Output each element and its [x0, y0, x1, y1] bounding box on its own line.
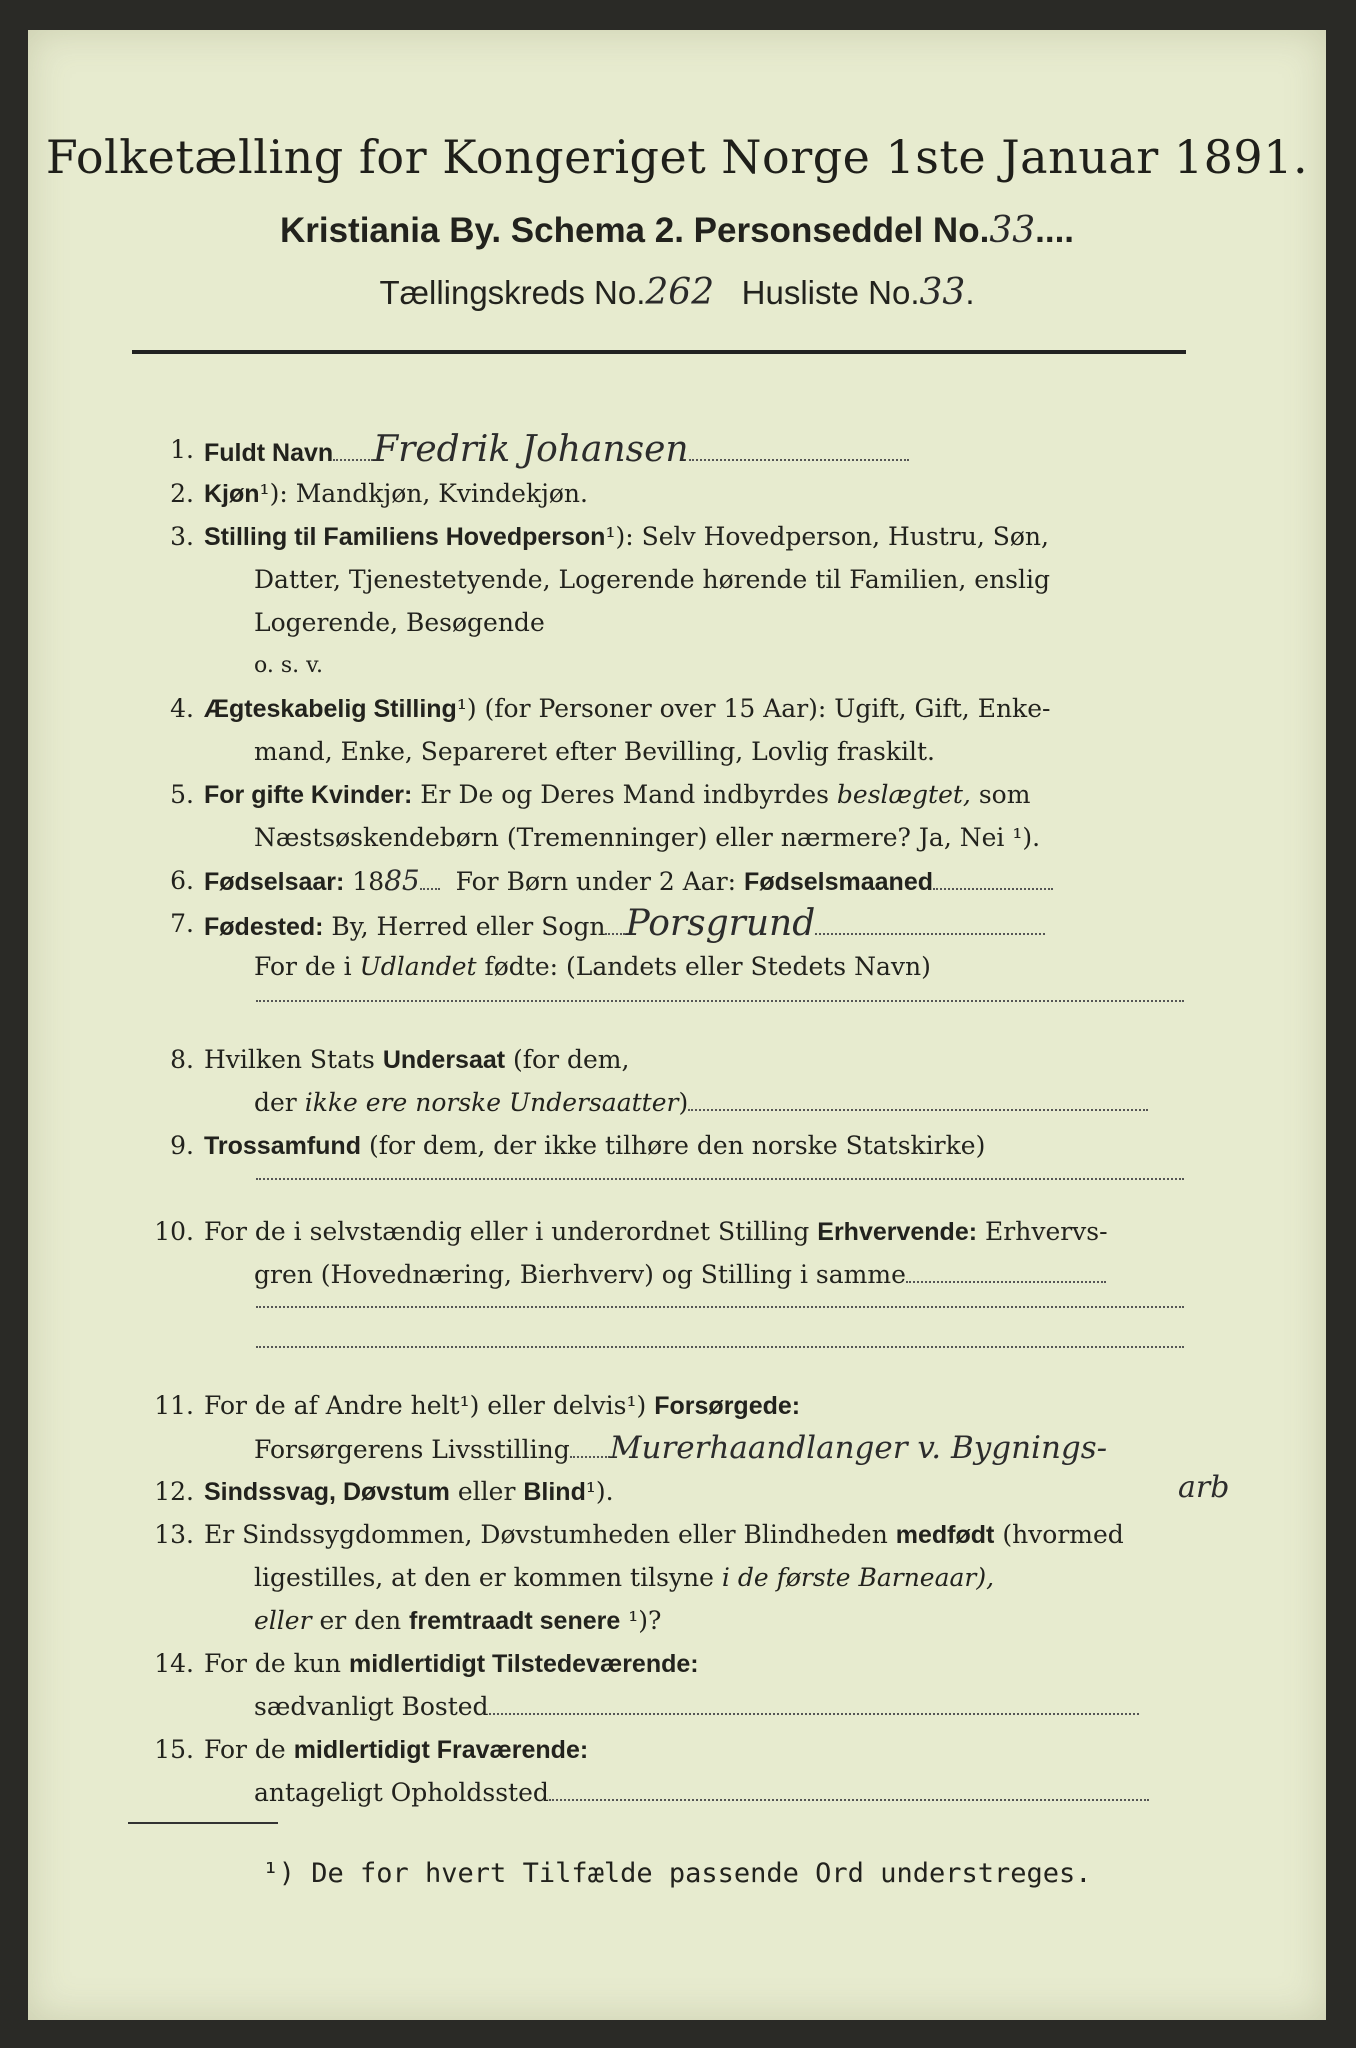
field-text: sædvanligt Bosted	[254, 1692, 489, 1721]
field-text: fødte: (Landets eller Stedets Navn)	[484, 952, 931, 981]
field-label: Fødselsaar:	[204, 868, 345, 896]
field-text: o. s. v.	[254, 653, 323, 678]
blank-line	[256, 1306, 1184, 1308]
field-number: 7.	[170, 909, 194, 938]
field-label: midlertidigt Tilstedeværende:	[348, 1650, 699, 1678]
field-text: Er Sindssygdommen, Døvstumheden eller Blindheden	[204, 1520, 888, 1549]
field-text: ¹): Selv Hovedperson, Hustru, Søn,	[605, 522, 1049, 551]
field-text: der	[254, 1088, 297, 1117]
blank-line	[256, 1000, 1184, 1002]
field-text: ¹) (for Personer over 15 Aar): Ugift, Gift, Enke-	[456, 694, 1051, 723]
provider-occupation-value-cont: arb	[1178, 1470, 1230, 1505]
field-number: 10.	[154, 1217, 194, 1246]
field-text: er den	[319, 1606, 402, 1635]
field-text: ¹): Mandkjøn, Kvindekjøn.	[259, 479, 588, 508]
field-number: 13.	[154, 1520, 194, 1549]
field-number: 6.	[170, 866, 194, 895]
kreds-line: Tællingskreds No.262 Husliste No.33.	[379, 272, 975, 313]
field-text: Forsørgerens Livsstilling	[254, 1435, 570, 1464]
blank-line	[256, 1346, 1184, 1348]
blank-line	[256, 1178, 1184, 1180]
field-number: 8.	[170, 1045, 194, 1074]
field-label: Ægteskabelig Stilling	[204, 695, 457, 723]
field-number: 14.	[154, 1649, 194, 1678]
schema-line-label: Kristiania By. Schema 2. Personseddel No.	[279, 211, 990, 250]
field-text: ligestilles, at den er kommen tilsyne	[254, 1563, 714, 1592]
birth-year-prefix: 18	[352, 867, 385, 896]
birth-year-value: 85	[384, 864, 420, 897]
field-text: eller	[254, 1606, 312, 1635]
field-text: For Børn under 2 Aar:	[455, 867, 737, 896]
field-label: Kjøn	[204, 480, 260, 508]
field-label: Fødested:	[204, 913, 324, 941]
field-label: Fuldt Navn	[204, 439, 334, 467]
field-text: For de	[204, 1735, 286, 1764]
field-text: Logerende, Besøgende	[254, 608, 545, 637]
field-text: gren (Hovednæring, Bierhverv) og Stilling i samme	[254, 1260, 906, 1289]
field-label: Trossamfund	[204, 1132, 361, 1160]
field-label: Undersaat	[382, 1046, 506, 1074]
field-text: (hvormed	[1002, 1520, 1124, 1549]
field-number: 15.	[154, 1735, 194, 1764]
field-text: ¹)?	[628, 1606, 662, 1635]
census-form: Folketælling for Kongeriget Norge 1ste Januar 1891. Kristiania By. Schema 2. Personseddel No.33.... Tællingskreds No.262 Husliste No.33. 1. Fuldt Navn Fredrik Johansen 2. Kjøn¹): Mandkjøn, Kvindekjøn. 3. Stilling til Familiens Hovedperson¹): Selv Hovedperson, Hustru, Søn, Datter, Tjenestetyende, Logerende hørende til Familien, enslig Logerende, Besøgende o. s. v. 4. Ægteskabelig Stilling¹) (for Personer over 15 Aar): Ugift, Gift, Enke- mand, Enke, Separeret efter Bevilling, Lovlig fraskilt. 5. For gifte Kvinder: Er De og Deres Mand indbyrdes beslægtet, som Næstsøskendebørn (Tremenninger) eller nærmere? Ja, Nei ¹). 6. Fødselsaar: 1885 For Børn under 2 Aar: Fødselsmaaned 7. Fødested: By, Herred eller Sogn Porsgrund For de i Udlandet fødte: (Landets eller Stedets Navn) 8. Hvilken Stats Undersaat (for dem, der ikke ere norske Undersaatter) 9. Trossamfund (for dem, der ikke tilhøre den norske Statskirke) 10. For de i selvstændig eller i underordnet Stilling Erhvervende: Erhvervs- gren (Hovednæring, Bierhverv) og Stilling i samme 11. For de af Andre helt¹) eller delvis¹) Forsørgede: Forsørgerens Livsstilling Murerhaandlanger v. Bygnings- arb 12. Sindssvag, Døvstum eller Blind¹). 13. Er Sindssygdommen, Døvstumheden eller Blindheden medfødt (hvormed ligestilles, at den er kommen tilsyne i de første Barneaar), eller er den fremtraadt senere ¹)? 14. For de kun midlertidigt Tilstedeværende: sædvanligt Bosted 15. For de midlertidigt Fraværende: antageligt Opholdssted ¹) De for hvert Tilfælde passende Ord understreges.	[28, 30, 1326, 2020]
field-text: ¹).	[585, 1477, 614, 1506]
field-text: som	[978, 780, 1031, 809]
field-number: 5.	[170, 780, 194, 809]
field-label: Sindssvag, Døvstum	[204, 1478, 450, 1506]
field-label: Erhvervende:	[817, 1218, 978, 1246]
footnote-rule	[128, 1822, 278, 1824]
field-text: For de i	[254, 952, 352, 981]
field-label: medfødt	[895, 1521, 995, 1549]
field-text: For de af Andre helt¹) eller delvis¹)	[204, 1391, 647, 1420]
field-text: For de i selvstændig eller i underordnet Stilling	[204, 1217, 810, 1246]
field-number: 1.	[170, 435, 194, 464]
header-rule	[132, 350, 1186, 354]
field-text: mand, Enke, Separeret efter Bevilling, Lovlig fraskilt.	[254, 737, 935, 766]
field-number: 2.	[170, 479, 194, 508]
field-text: beslægtet,	[836, 780, 971, 809]
field-label: For gifte Kvinder:	[204, 781, 413, 809]
field-label: Fødselsmaaned	[744, 868, 933, 896]
field-text: Hvilken Stats	[204, 1045, 375, 1074]
husliste-number: 33	[919, 272, 966, 313]
field-number: 9.	[170, 1131, 194, 1160]
form-title: Folketælling for Kongeriget Norge 1ste Januar 1891.	[45, 130, 1309, 184]
field-label: Forsørgede:	[654, 1392, 801, 1420]
field-text: i de første Barneaar),	[721, 1563, 995, 1592]
husliste-label: Husliste No.	[741, 274, 920, 311]
kreds-number: 262	[645, 272, 715, 313]
field-number: 12.	[154, 1477, 194, 1506]
birthplace-value: Porsgrund	[625, 903, 816, 944]
field-text: Erhvervs-	[985, 1217, 1108, 1246]
personseddel-number: 33	[989, 210, 1036, 251]
field-text: Er De og Deres Mand indbyrdes	[420, 780, 829, 809]
field-label: midlertidigt Fraværende:	[293, 1736, 589, 1764]
field-number: 11.	[154, 1391, 194, 1420]
field-text: For de kun	[204, 1649, 342, 1678]
field-number: 3.	[170, 522, 194, 551]
field-text: Datter, Tjenestetyende, Logerende hørende til Familien, enslig	[254, 565, 1051, 594]
schema-line: Kristiania By. Schema 2. Personseddel No.33....	[279, 210, 1075, 251]
field-number: 4.	[170, 694, 194, 723]
field-text: By, Herred eller Sogn	[331, 912, 606, 941]
field-text: (for dem, der ikke tilhøre den norske Statskirke)	[368, 1131, 986, 1160]
field-text: ikke ere norske Undersaatter	[304, 1088, 679, 1117]
field-label: Stilling til Familiens Hovedperson	[204, 523, 606, 551]
footnote: ¹) De for hvert Tilfælde passende Ord understreges.	[262, 1858, 1092, 1889]
field-label: fremtraadt senere	[409, 1607, 621, 1635]
field-text: (for dem,	[513, 1045, 630, 1074]
field-text: Udlandet	[359, 952, 477, 981]
provider-occupation-value: Murerhaandlanger v. Bygnings-	[609, 1430, 1108, 1466]
full-name-value: Fredrik Johansen	[373, 429, 689, 470]
field-text: eller	[457, 1477, 516, 1506]
field-text: antageligt Opholdssted	[254, 1778, 549, 1807]
field-label: Blind	[523, 1478, 586, 1506]
field-text: Næstsøskendebørn (Tremenninger) eller nærmere? Ja, Nei ¹).	[254, 823, 1041, 852]
kreds-label: Tællingskreds No.	[379, 274, 646, 311]
